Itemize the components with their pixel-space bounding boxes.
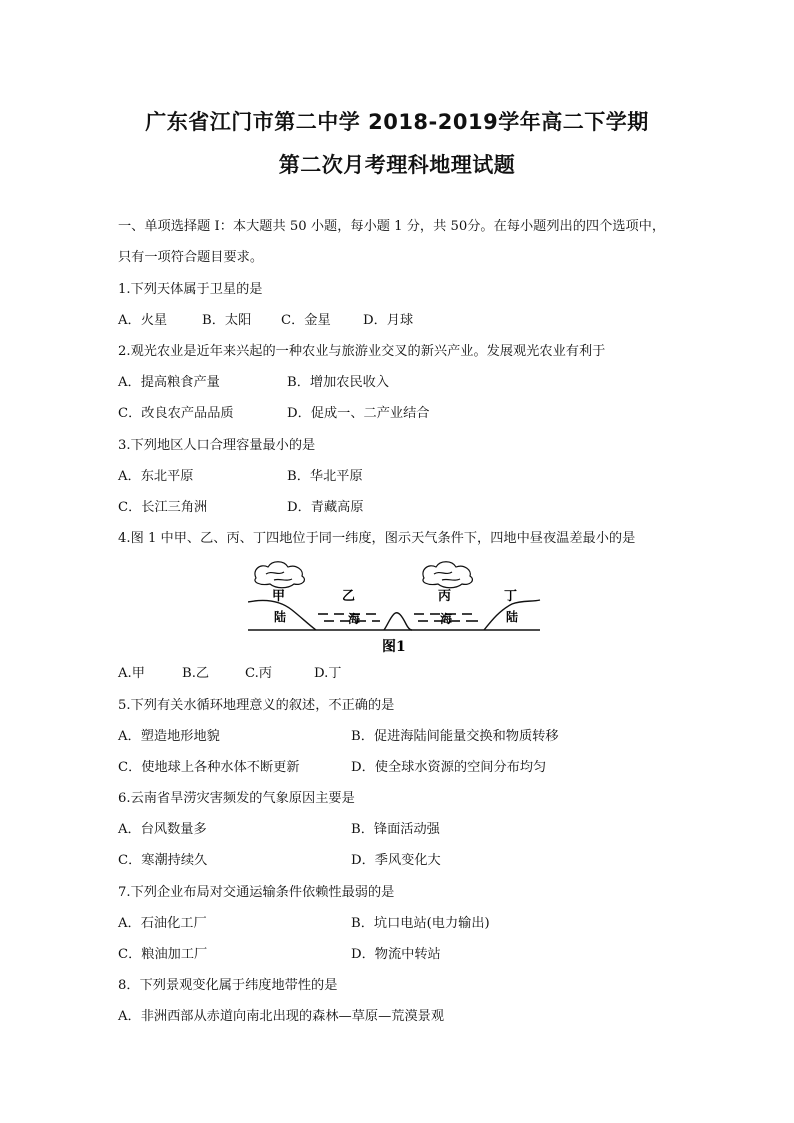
cloud-icon: [423, 562, 473, 588]
option: A．东北平原: [118, 469, 194, 484]
sea-water: [318, 614, 478, 621]
option: C．金星: [281, 313, 331, 328]
label-yi: 乙: [342, 589, 356, 604]
option: A．台风数量多: [118, 822, 207, 837]
option: D.丁: [314, 666, 342, 681]
option: C．长江三角洲: [118, 500, 208, 515]
option: A．塑造地形地貌: [118, 729, 220, 744]
option: D．青藏高原: [287, 500, 364, 515]
option: B．华北平原: [287, 469, 363, 484]
label-land-right: 陆: [506, 610, 519, 624]
option: C．粮油加工厂: [118, 947, 208, 962]
option: D．促成一、二产业结合: [287, 406, 430, 421]
option: B．坑口电站(电力输出): [351, 916, 490, 931]
label-sea-right: 海: [440, 612, 453, 626]
question-stem: 1.下列天体属于卫星的是: [118, 282, 263, 297]
label-ding: 丁: [504, 589, 518, 604]
question-stem: 4.图 1 中甲、乙、丙、丁四地位于同一纬度，图示天气条件下，四地中昼夜温差最小的是: [118, 531, 636, 546]
option: D．使全球水资源的空间分布均匀: [351, 760, 547, 775]
option: D．月球: [363, 313, 414, 328]
option: A.甲: [118, 666, 145, 681]
label-bing: 丙: [438, 589, 452, 604]
option: A．提高粮食产量: [118, 375, 220, 390]
section-heading-2: 只有一项符合题目要求。: [118, 250, 264, 265]
title-line-2: 第二次月考理科地理试题: [278, 153, 516, 177]
title-line-1: 广东省江门市第二中学 2018-2019学年高二下学期: [145, 110, 649, 134]
question-stem: 7.下列企业布局对交通运输条件依赖性最弱的是: [118, 885, 395, 900]
question-stem: 3.下列地区人口合理容量最小的是: [118, 438, 316, 453]
option: A．非洲西部从赤道向南北出现的森林—草原—荒漠景观: [118, 1009, 445, 1024]
option: B．锋面活动强: [351, 822, 440, 837]
cloud-icon: [255, 562, 305, 588]
option: C．使地球上各种水体不断更新: [118, 760, 300, 775]
question-stem: 2.观光农业是近年来兴起的一种农业与旅游业交叉的新兴产业。发展观光农业有利于: [118, 344, 606, 359]
option: A．火星: [118, 313, 168, 328]
question-stem: 8．下列景观变化属于纬度地带性的是: [118, 978, 338, 993]
figure-caption: 图1: [382, 639, 406, 655]
figure-1: [248, 558, 544, 658]
option: A．石油化工厂: [118, 916, 207, 931]
question-stem: 5.下列有关水循环地理意义的叙述，不正确的是: [118, 698, 395, 713]
option: B．太阳: [202, 313, 252, 328]
option: D．季风变化大: [351, 853, 441, 868]
option: B.乙: [182, 666, 210, 681]
option: B．增加农民收入: [287, 375, 390, 390]
question-stem: 6.云南省旱涝灾害频发的气象原因主要是: [118, 791, 355, 806]
label-jia: 甲: [272, 589, 286, 604]
option: B．促进海陆间能量交换和物质转移: [351, 729, 559, 744]
label-sea-left: 海: [348, 612, 361, 626]
label-land-left: 陆: [274, 610, 287, 624]
option: C．寒潮持续久: [118, 853, 208, 868]
option: C．改良农产品品质: [118, 406, 234, 421]
option: D．物流中转站: [351, 947, 441, 962]
section-heading-1: 一、单项选择题 I：本大题共 50 小题，每小题 1 分，共 50分。在每小题列出的四个选项中，: [118, 219, 666, 234]
option: C.丙: [245, 666, 272, 681]
central-mountain: [384, 613, 412, 630]
